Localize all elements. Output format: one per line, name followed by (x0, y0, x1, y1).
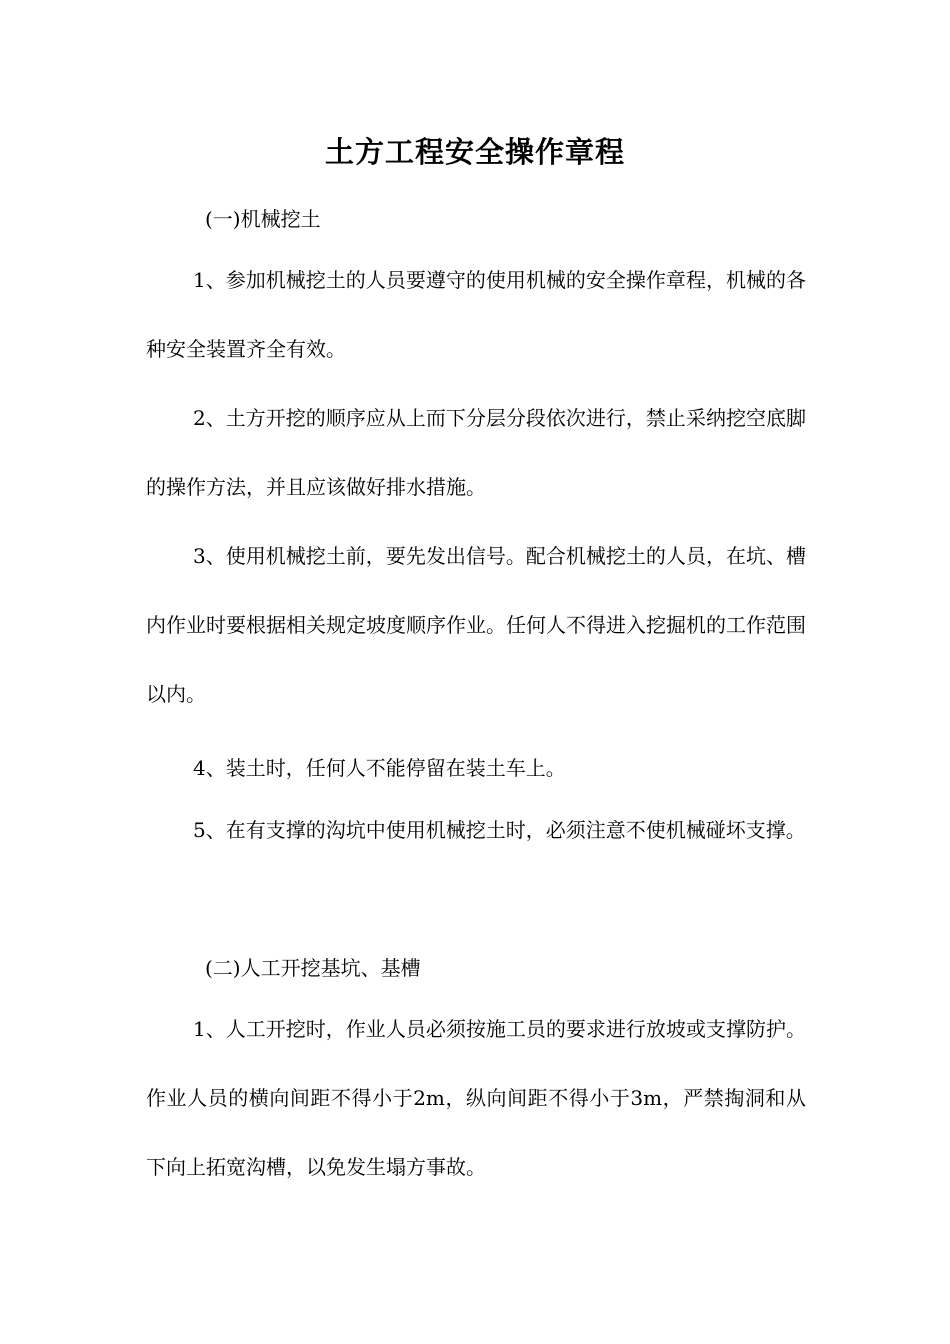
document-title: 土方工程安全操作章程 (324, 135, 625, 169)
paragraph-item-5: 5、在有支撑的沟坑中使用机械挖土时，必须注意不使机械碰坏支撑。 (193, 818, 806, 842)
paragraph-item-3: 3、使用机械挖土前，要先发出信号。配合机械挖土的人员，在坑、槽内作业时要根据相关规定坡度顺序作业。任何人不得进入挖掘机的工作范围以内。 (146, 544, 806, 706)
paragraph-item-1: 1、参加机械挖土的人员要遵守的使用机械的安全操作章程，机械的各种安全装置齐全有效。 (146, 268, 806, 361)
paragraph-item-4: 4、装土时，任何人不能停留在装土车上。 (193, 756, 566, 780)
section-heading-manual-excavation: (二)人工开挖基坑、基槽 (205, 956, 421, 980)
section-heading-mechanical-excavation: (一)机械挖土 (205, 207, 321, 231)
paragraph-manual-item-1: 1、人工开挖时，作业人员必须按施工员的要求进行放坡或支撑防护。作业人员的横向间距不得小于2m，纵向间距不得小于3m，严禁掏洞和从下向上拓宽沟槽，以免发生塌方事故。 (146, 1017, 806, 1179)
paragraph-item-2: 2、土方开挖的顺序应从上而下分层分段依次进行，禁止采纳挖空底脚的操作方法，并且应该做好排水措施。 (146, 406, 806, 499)
